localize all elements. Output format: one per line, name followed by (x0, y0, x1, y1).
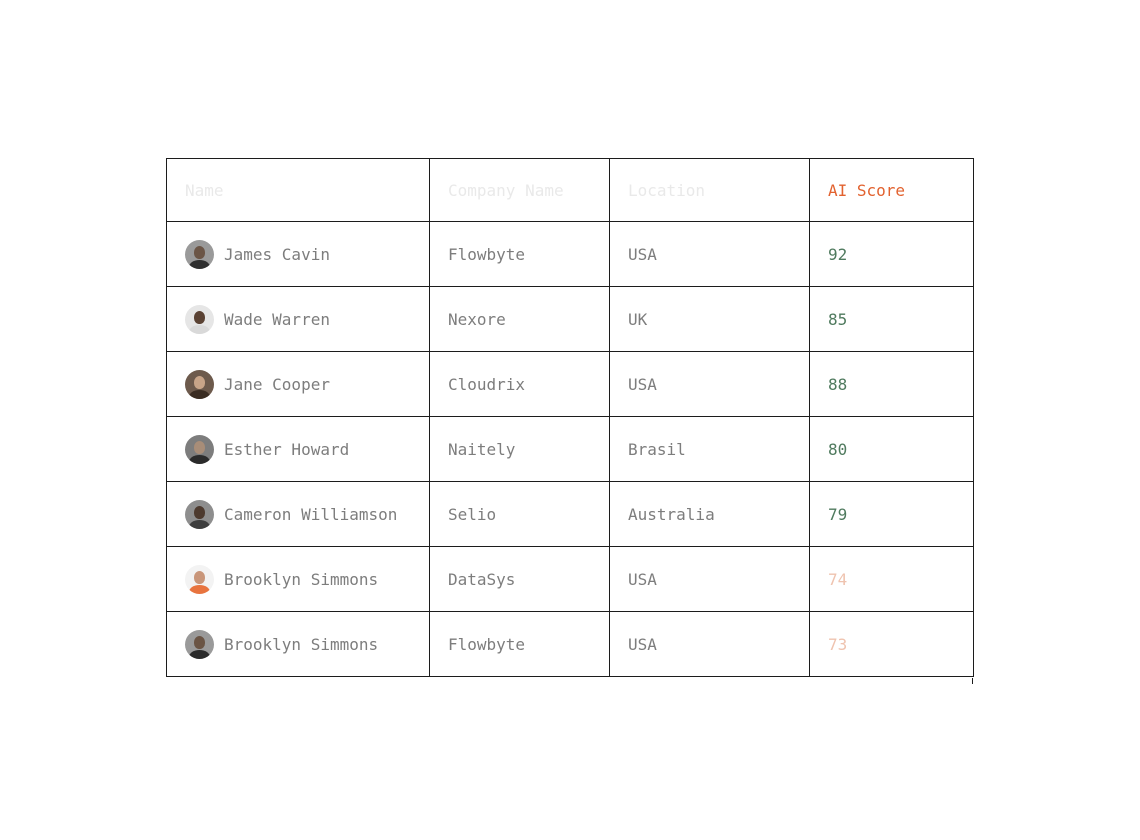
avatar-torso (189, 390, 210, 399)
avatar-face (194, 636, 205, 649)
leads-table (166, 158, 974, 677)
table-row[interactable] (167, 352, 974, 417)
ai-score-cell: 88 (810, 352, 974, 417)
person-name: Brooklyn Simmons (224, 634, 379, 654)
avatar-man-orange-shirt-icon (185, 565, 214, 594)
location-cell: UK (610, 287, 810, 352)
name-cell (167, 222, 430, 287)
name-cell-content (185, 240, 429, 269)
column-header-ai-score[interactable]: AI Score (810, 159, 974, 222)
name-cell-content (185, 630, 429, 659)
location-cell: USA (610, 612, 810, 677)
name-cell-content (185, 305, 429, 334)
person-name: James Cavin (224, 244, 330, 264)
table-row[interactable] (167, 482, 974, 547)
ai-score-cell: 85 (810, 287, 974, 352)
location-cell: USA (610, 222, 810, 287)
table-row[interactable] (167, 417, 974, 482)
ai-score-cell: 73 (810, 612, 974, 677)
avatar-face (194, 246, 205, 259)
avatar-man-light-bg-icon (185, 305, 214, 334)
company-cell: Cloudrix (430, 352, 610, 417)
avatar-face (194, 311, 205, 324)
avatar-torso (189, 260, 210, 269)
name-cell (167, 612, 430, 677)
column-header-location[interactable]: Location (610, 159, 810, 222)
ai-score-cell: 74 (810, 547, 974, 612)
ai-score-cell: 79 (810, 482, 974, 547)
name-cell (167, 547, 430, 612)
avatar-man-glasses-icon (185, 240, 214, 269)
name-cell-content (185, 565, 429, 594)
avatar-torso (189, 325, 210, 334)
avatar-face (194, 571, 205, 584)
name-cell (167, 352, 430, 417)
leads-table-container (166, 158, 973, 677)
person-name: Jane Cooper (224, 374, 330, 394)
name-cell (167, 417, 430, 482)
location-cell: Australia (610, 482, 810, 547)
avatar-torso (189, 455, 210, 464)
location-cell: USA (610, 547, 810, 612)
ai-score-cell: 92 (810, 222, 974, 287)
location-cell: Brasil (610, 417, 810, 482)
table-row[interactable] (167, 287, 974, 352)
avatar-torso (189, 520, 210, 529)
column-header-company[interactable]: Company Name (430, 159, 610, 222)
avatar-man-beard-icon (185, 500, 214, 529)
person-name: Cameron Williamson (224, 504, 398, 524)
location-cell: USA (610, 352, 810, 417)
company-cell: Nexore (430, 287, 610, 352)
table-border-tail (972, 678, 973, 684)
table-row[interactable] (167, 612, 974, 677)
person-name: Wade Warren (224, 309, 330, 329)
person-name: Esther Howard (224, 439, 350, 459)
table-row[interactable] (167, 547, 974, 612)
company-cell: Flowbyte (430, 612, 610, 677)
name-cell-content (185, 435, 429, 464)
avatar-torso (189, 650, 210, 659)
name-cell-content (185, 500, 429, 529)
avatar-woman-curly-icon (185, 370, 214, 399)
avatar-face (194, 441, 205, 454)
avatar-face (194, 376, 205, 389)
avatar-torso (189, 585, 210, 594)
ai-score-cell: 80 (810, 417, 974, 482)
company-cell: Naitely (430, 417, 610, 482)
name-cell-content (185, 370, 429, 399)
column-header-name[interactable]: Name (167, 159, 430, 222)
name-cell (167, 287, 430, 352)
company-cell: Flowbyte (430, 222, 610, 287)
company-cell: DataSys (430, 547, 610, 612)
table-row[interactable] (167, 222, 974, 287)
company-cell: Selio (430, 482, 610, 547)
avatar-woman-dark-icon (185, 435, 214, 464)
table-header-row (167, 159, 974, 222)
avatar-man-cap-icon (185, 630, 214, 659)
person-name: Brooklyn Simmons (224, 569, 379, 589)
avatar-face (194, 506, 205, 519)
name-cell (167, 482, 430, 547)
